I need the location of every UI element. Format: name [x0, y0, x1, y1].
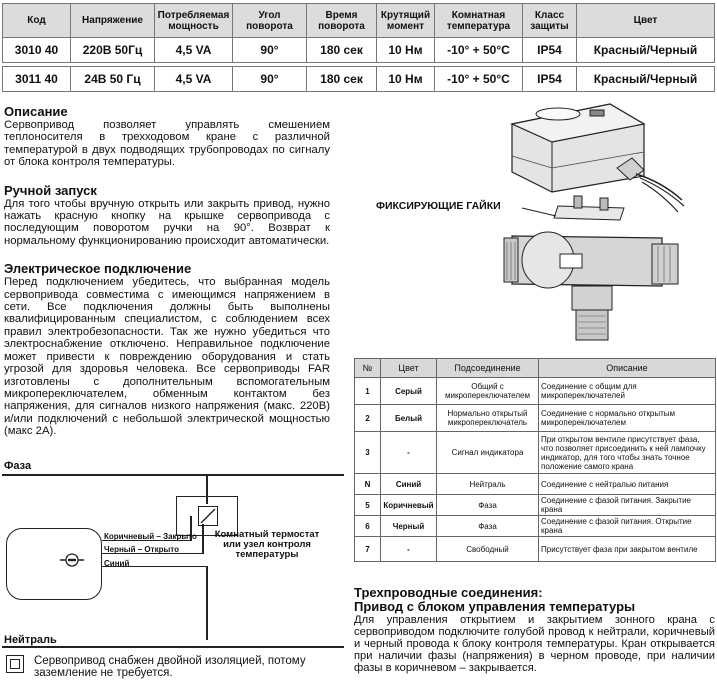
thermostat-switch-icon — [198, 506, 218, 526]
description-text: Сервопривод позволяет управлять смешением теплоносителя в трехходовом кране с различной температурой в двух подводящих трубопроводах по сигналу от блока контроля температуры. — [4, 119, 330, 169]
wiring-cell: Соединение с фазой питания. Закрытие крана — [539, 495, 716, 516]
neutral-label: Нейтраль — [4, 634, 57, 646]
wiring-header: Подсоединение — [437, 359, 539, 378]
wiring-row — [355, 474, 716, 495]
spec-cell: 3010 40 — [3, 38, 71, 63]
wiring-table — [354, 358, 716, 562]
switch-icon — [199, 507, 217, 525]
spec-cell: 10 Нм — [377, 67, 435, 92]
spec-cell: 180 сек — [307, 38, 377, 63]
wiring-cell: Серый — [381, 378, 437, 405]
left-column — [4, 104, 330, 438]
spec-table — [2, 3, 715, 92]
neutral-drop — [206, 566, 208, 640]
wiring-cell: 3 — [355, 432, 381, 474]
spec-header: Напряжение — [71, 4, 155, 38]
manual-text: Для того чтобы вручную открыть или закрыть привод, нужно нажать красную кнопку на крышке сервопривода с последующим поворотом ручки на 90°. Возврат к нормальному функционированию происходит автоматически. — [4, 197, 330, 247]
wiring-row — [355, 516, 716, 537]
actuator-valve-icon — [362, 96, 717, 354]
wiring-cell: 1 — [355, 378, 381, 405]
wiring-cell: Сигнал индикатора — [437, 432, 539, 474]
thermostat-label: Комнатный термостат или узел контроля температуры — [214, 529, 320, 560]
spec-cell: IP54 — [523, 67, 577, 92]
wiring-cell: Белый — [381, 405, 437, 432]
neutral-line — [2, 646, 344, 648]
three-way-text: Для управления открытием и закрытием зонного крана с сервоприводом подключите голубой провод к нейтрали, коричневый и черный провода к блоку контроля температуры. Кран открывается при наличии фазы (напряжения) в черном проводе, при наличии фазы в коричневом – закрывается. — [354, 614, 715, 674]
three-way-title: Трехпроводные соединения: — [354, 585, 543, 600]
wiring-header: Цвет — [381, 359, 437, 378]
wiring-cell: Синий — [381, 474, 437, 495]
wiring-header-row — [355, 359, 716, 378]
wiring-cell: Общий с микропереключателем — [437, 378, 539, 405]
wiring-row — [355, 537, 716, 562]
wiring-header: Описание — [539, 359, 716, 378]
wiring-cell: Свободный — [437, 537, 539, 562]
wire-segment — [202, 524, 204, 554]
wiring-cell: Нормально открытый микропереключатель — [437, 405, 539, 432]
wiring-cell: Соединение с общим для микропереключателей — [539, 378, 716, 405]
spec-header: Класс защиты — [523, 4, 577, 38]
spec-header: Цвет — [577, 4, 715, 38]
description-title: Описание — [4, 104, 68, 119]
wiring-cell: При открытом вентиле присутствует фаза, что позволяет присоединить к ней лампочку индикатор, для того чтобы знать точное положение самого крана — [539, 432, 716, 474]
wiring-cell: 2 — [355, 405, 381, 432]
spec-cell: 24В 50 Гц — [71, 67, 155, 92]
spec-cell: 90° — [233, 67, 307, 92]
spec-cell: 3011 40 — [3, 67, 71, 92]
spec-header: Комнатная температура — [435, 4, 523, 38]
spec-cell: Красный/Черный — [577, 67, 715, 92]
actuator-box — [6, 528, 102, 600]
phase-label: Фаза — [4, 460, 32, 472]
spec-row — [3, 38, 715, 63]
wiring-cell: Черный — [381, 516, 437, 537]
spec-header: Крутящий момент — [377, 4, 435, 38]
wiring-cell: Соединение с фазой питания. Открытие крана — [539, 516, 716, 537]
wiring-row — [355, 378, 716, 405]
wiring-cell: N — [355, 474, 381, 495]
spec-cell: 10 Нм — [377, 38, 435, 63]
spec-cell: 90° — [233, 38, 307, 63]
wiring-cell: Фаза — [437, 516, 539, 537]
spec-cell: 180 сек — [307, 67, 377, 92]
wiring-cell: 5 — [355, 495, 381, 516]
wiring-cell: Соединение с нормально открытым микропереключателем — [539, 405, 716, 432]
wiring-row — [355, 405, 716, 432]
spec-cell: 220В 50Гц — [71, 38, 155, 63]
wiring-cell: Соединение с нейтралью питания — [539, 474, 716, 495]
wiring-cell: Фаза — [437, 495, 539, 516]
wiring-diagram — [0, 458, 350, 648]
wiring-cell: Коричневый — [381, 495, 437, 516]
fixing-nuts-label: ФИКСИРУЮЩИЕ ГАЙКИ — [376, 200, 501, 212]
wiring-row — [355, 432, 716, 474]
black-wire-label: Черный – Открыто — [104, 545, 179, 554]
wiring-cell: - — [381, 537, 437, 562]
three-way-section — [354, 586, 715, 674]
phase-line — [2, 474, 344, 476]
wiring-cell: Нейтраль — [437, 474, 539, 495]
electrical-title: Электрическое подключение — [4, 261, 192, 277]
three-way-subtitle: Привод с блоком управления температуры — [354, 599, 636, 614]
electrical-text: Перед подключением убедитесь, что выбранная модель сервопривода совместима с имеющимся напряжением в сети. Все подключения должны быть выполнены квалифицированным специалистом, с соблюдением всех правил электробезопасности. Так же нужно убедиться что электроснабжение отключено. Неправильное подключение может привести к повреждению оборудования и стать угрозой для здоровья человека. Все сервоприводы FAR изготовлены с дополнительным вспомогательным микропереключателем, обменным контактом без напряжения, для сигналов низкого напряжения (макс. 220В) и/или подключений с небольшой электрической мощностью (макс 2А). — [4, 276, 330, 438]
actuator-illustration — [362, 96, 717, 354]
spec-header: Время поворота — [307, 4, 377, 38]
wiring-cell: Присутствует фаза при закрытом вентиле — [539, 537, 716, 562]
wiring-cell: 7 — [355, 537, 381, 562]
wiring-cell: - — [381, 432, 437, 474]
spec-cell: IP54 — [523, 38, 577, 63]
spec-cell: -10° + 50°C — [435, 67, 523, 92]
spec-header-row — [3, 4, 715, 38]
insulation-note: Сервопривод снабжен двойной изоляцией, потому заземление не требуется. — [34, 655, 306, 679]
spec-header: Потребляемая мощность — [155, 4, 233, 38]
spec-row — [3, 67, 715, 92]
wiring-cell: 6 — [355, 516, 381, 537]
wiring-row — [355, 495, 716, 516]
spec-cell: 4,5 VA — [155, 38, 233, 63]
wiring-header: № — [355, 359, 381, 378]
brown-wire-label: Коричневый – Закрыто — [104, 532, 197, 541]
blue-wire-label: Синий — [104, 559, 130, 568]
manual-title: Ручной запуск — [4, 182, 97, 198]
spec-header: Код — [3, 4, 71, 38]
double-insulation-icon — [6, 655, 24, 673]
spec-cell: -10° + 50°C — [435, 38, 523, 63]
spec-cell: Красный/Черный — [577, 38, 715, 63]
actuator-knob-icon — [58, 550, 86, 570]
spec-header: Угол поворота — [233, 4, 307, 38]
spec-cell: 4,5 VA — [155, 67, 233, 92]
